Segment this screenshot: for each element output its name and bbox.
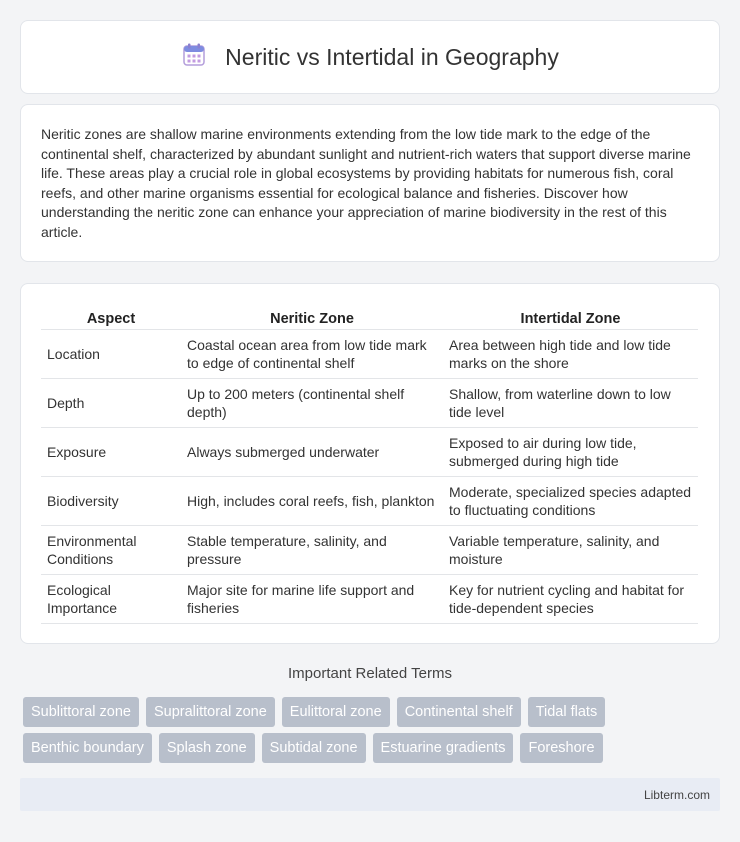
page-title: Neritic vs Intertidal in Geography — [225, 43, 559, 70]
table-row — [41, 526, 698, 575]
intro-card — [20, 104, 720, 262]
header-card — [20, 20, 720, 94]
neritic-cell: High, includes coral reefs, fish, plankton — [181, 477, 443, 526]
aspect-cell: Depth — [41, 379, 181, 428]
term-tag[interactable]: Subtidal zone — [262, 733, 366, 763]
aspect-cell: Ecological Importance — [41, 575, 181, 624]
aspect-cell: Location — [41, 330, 181, 379]
table-row — [41, 379, 698, 428]
intertidal-cell: Exposed to air during low tide, submerged during high tide — [443, 428, 698, 477]
footer-site-link[interactable]: Libterm.com — [643, 787, 710, 802]
table-row — [41, 575, 698, 624]
term-row — [23, 733, 723, 763]
header-neritic: Neritic Zone — [181, 305, 443, 330]
intertidal-cell: Variable temperature, salinity, and moisture — [443, 526, 698, 575]
header-inner — [181, 42, 559, 73]
comparison-table — [41, 305, 698, 624]
calendar-icon — [181, 42, 207, 73]
aspect-cell: Biodiversity — [41, 477, 181, 526]
term-row — [23, 697, 723, 727]
term-tag[interactable]: Supralittoral zone — [146, 697, 275, 727]
term-tag[interactable]: Sublittoral zone — [23, 697, 139, 727]
term-tag[interactable]: Tidal flats — [528, 697, 606, 727]
intertidal-cell: Key for nutrient cycling and habitat for tide-dependent species — [443, 575, 698, 624]
aspect-cell: Exposure — [41, 428, 181, 477]
header-aspect: Aspect — [41, 305, 181, 330]
neritic-cell: Always submerged underwater — [181, 428, 443, 477]
term-tag[interactable]: Benthic boundary — [23, 733, 152, 763]
table-row — [41, 477, 698, 526]
intertidal-cell: Shallow, from waterline down to low tide level — [443, 379, 698, 428]
intro-paragraph: Neritic zones are shallow marine environments extending from the low tide mark to the edge of the continental shelf, characterized by abundant sunlight and nutrient-rich waters that support diverse marine life. These areas play a crucial role in global ecosystems by providing habitats for numerous fish, coral reefs, and other marine organisms essential for ecological balance and fisheries. Discover how understanding the neritic zone can enhance your appreciation of marine biodiversity in the rest of this article. — [41, 126, 691, 240]
related-terms-heading: Important Related Terms — [288, 665, 452, 682]
neritic-cell: Major site for marine life support and fisheries — [181, 575, 443, 624]
table-row — [41, 330, 698, 379]
neritic-cell: Up to 200 meters (continental shelf depth) — [181, 379, 443, 428]
term-tag[interactable]: Foreshore — [520, 733, 602, 763]
table-header-row — [41, 305, 698, 330]
table-row — [41, 428, 698, 477]
comparison-card — [20, 283, 720, 644]
term-tag[interactable]: Splash zone — [159, 733, 255, 763]
neritic-cell: Coastal ocean area from low tide mark to edge of continental shelf — [181, 330, 443, 379]
term-tag[interactable]: Eulittoral zone — [282, 697, 390, 727]
term-tag[interactable]: Continental shelf — [397, 697, 521, 727]
term-tag[interactable]: Estuarine gradients — [373, 733, 514, 763]
footer — [20, 778, 720, 811]
neritic-cell: Stable temperature, salinity, and pressure — [181, 526, 443, 575]
aspect-cell: Environmental Conditions — [41, 526, 181, 575]
header-intertidal: Intertidal Zone — [443, 305, 698, 330]
related-terms — [23, 697, 723, 769]
intertidal-cell: Moderate, specialized species adapted to fluctuating conditions — [443, 477, 698, 526]
intertidal-cell: Area between high tide and low tide marks on the shore — [443, 330, 698, 379]
